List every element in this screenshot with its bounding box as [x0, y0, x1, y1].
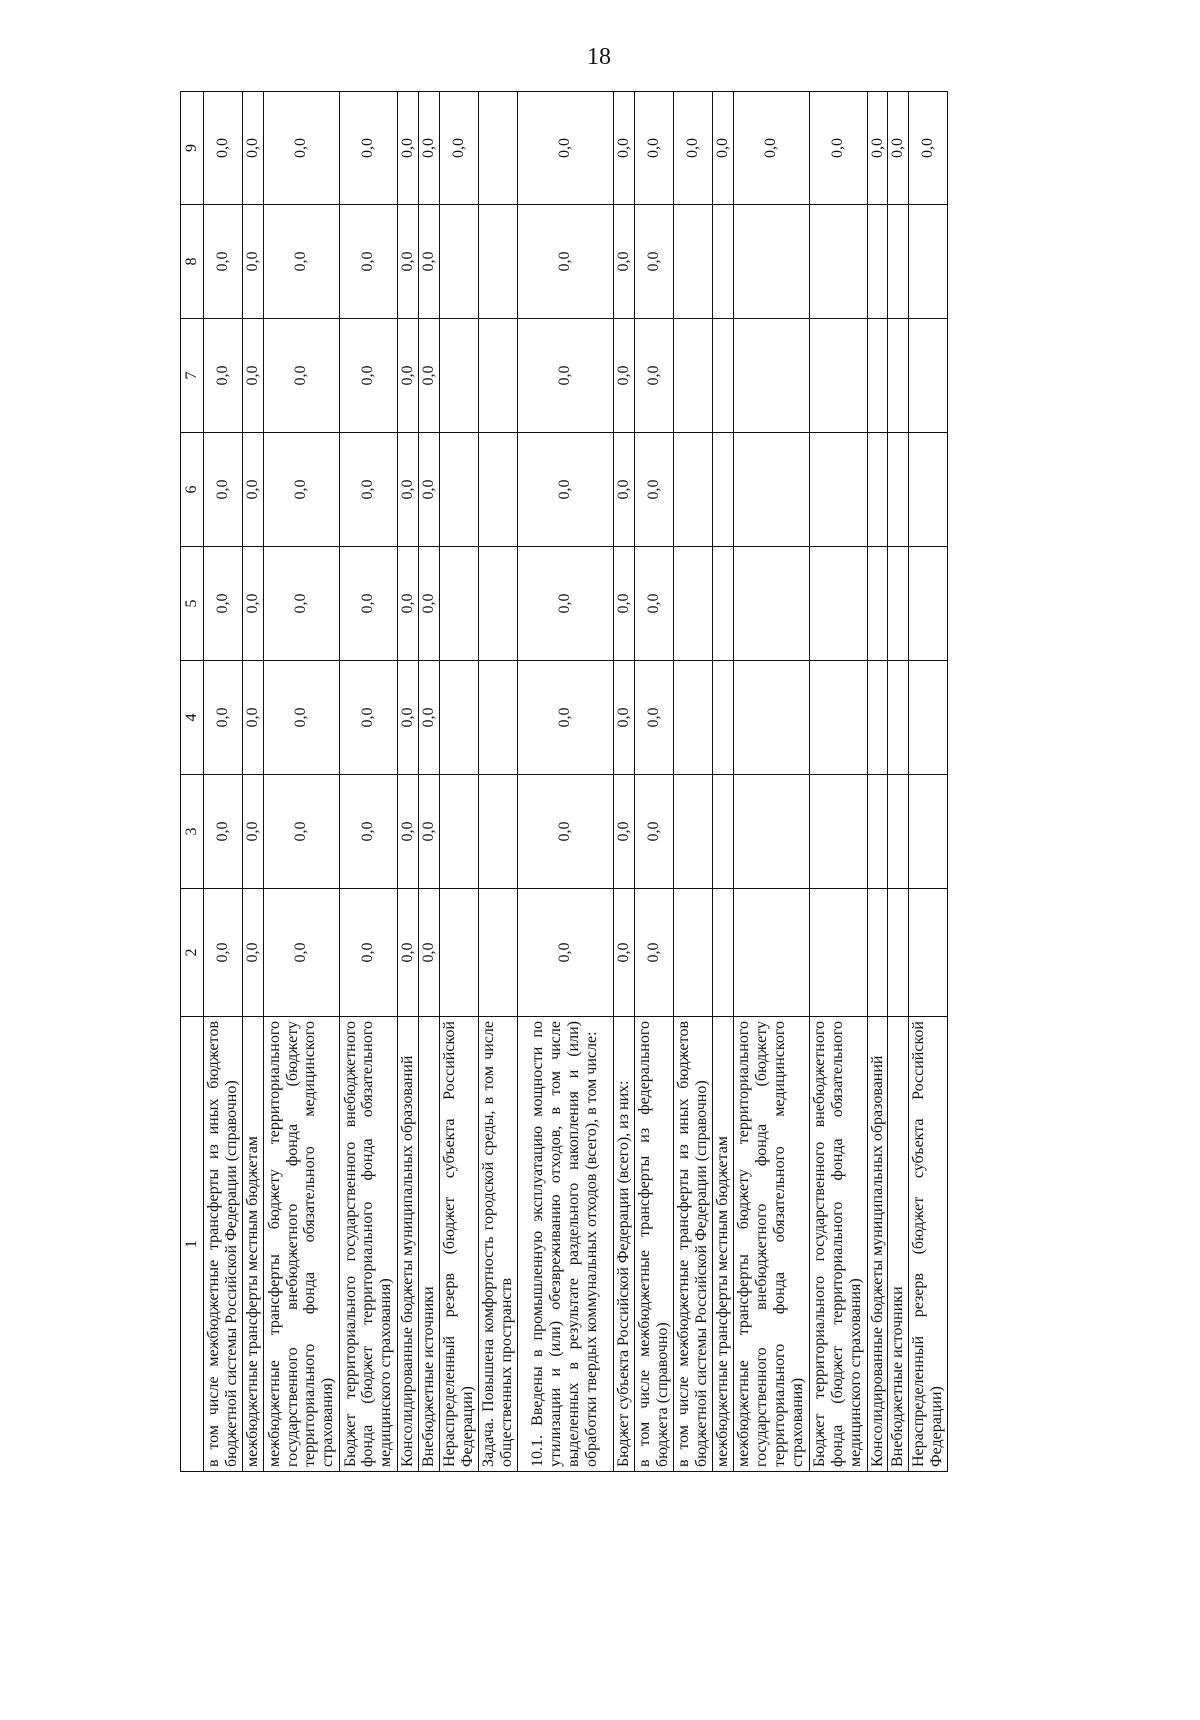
- row-label: Нераспределенный резерв (бюджет субъекта Российской Федерации): [909, 1017, 948, 1472]
- table-row: [712, 92, 733, 1472]
- value-cell: [809, 775, 867, 889]
- value-cell: 0,0: [634, 433, 673, 547]
- value-cell: 0,0: [517, 547, 613, 661]
- value-cell: [867, 433, 888, 547]
- value-cell: [439, 547, 478, 661]
- table-row: [673, 92, 712, 1472]
- value-cell: 0,0: [243, 205, 264, 319]
- value-cell: 0,0: [634, 889, 673, 1017]
- value-cell: 0,0: [243, 92, 264, 205]
- value-cell: [909, 433, 948, 547]
- table-row: [909, 92, 948, 1472]
- value-cell: 0,0: [263, 889, 339, 1017]
- column-number-9: 9: [181, 92, 204, 205]
- table-row: [733, 92, 809, 1472]
- value-cell: 0,0: [263, 433, 339, 547]
- value-cell: [478, 547, 517, 661]
- value-cell: 0,0: [243, 319, 264, 433]
- value-cell: 0,0: [517, 889, 613, 1017]
- table-row: [867, 92, 888, 1472]
- value-cell: 0,0: [397, 433, 418, 547]
- value-cell: [867, 661, 888, 775]
- row-label: Бюджет территориального государственного внебюджетного фонда (бюджет территориального фонда обязательного медицинского страхования): [809, 1017, 867, 1472]
- value-cell: 0,0: [712, 92, 733, 205]
- value-cell: 0,0: [613, 92, 634, 205]
- value-cell: 0,0: [418, 319, 439, 433]
- value-cell: [712, 661, 733, 775]
- value-cell: [673, 775, 712, 889]
- value-cell: 0,0: [418, 775, 439, 889]
- table-row: [204, 92, 243, 1472]
- value-cell: [909, 319, 948, 433]
- value-cell: 0,0: [339, 547, 397, 661]
- value-cell: [439, 319, 478, 433]
- table-row: [397, 92, 418, 1472]
- value-cell: 0,0: [204, 319, 243, 433]
- value-cell: 0,0: [418, 661, 439, 775]
- value-cell: [809, 319, 867, 433]
- table-row: [339, 92, 397, 1472]
- column-number-5: 5: [181, 547, 204, 661]
- value-cell: 0,0: [613, 889, 634, 1017]
- table-row: [418, 92, 439, 1472]
- row-label: межбюджетные трансферты бюджету территориального государственного внебюджетного фонда (бюджету территориального фонда обязательного медицинского страхования): [263, 1017, 339, 1472]
- value-cell: 0,0: [634, 319, 673, 433]
- value-cell: [888, 547, 909, 661]
- value-cell: [867, 547, 888, 661]
- table-row: [243, 92, 264, 1472]
- value-cell: 0,0: [397, 661, 418, 775]
- value-cell: [809, 661, 867, 775]
- value-cell: [478, 319, 517, 433]
- table-row: [517, 92, 613, 1472]
- value-cell: 0,0: [909, 92, 948, 205]
- value-cell: [909, 661, 948, 775]
- value-cell: [909, 547, 948, 661]
- table-header-row: [181, 92, 204, 1472]
- value-cell: [673, 433, 712, 547]
- value-cell: 0,0: [634, 92, 673, 205]
- value-cell: 0,0: [733, 92, 809, 205]
- value-cell: 0,0: [517, 319, 613, 433]
- row-label: Консолидированные бюджеты муниципальных образований: [867, 1017, 888, 1472]
- table-row: [439, 92, 478, 1472]
- value-cell: [867, 205, 888, 319]
- table-row: [809, 92, 867, 1472]
- value-cell: [712, 433, 733, 547]
- value-cell: 0,0: [418, 92, 439, 205]
- value-cell: 0,0: [517, 205, 613, 319]
- value-cell: [733, 775, 809, 889]
- value-cell: 0,0: [397, 92, 418, 205]
- table-row: [263, 92, 339, 1472]
- value-cell: 0,0: [263, 547, 339, 661]
- value-cell: 0,0: [243, 889, 264, 1017]
- row-label: межбюджетные трансферты местным бюджетам: [712, 1017, 733, 1472]
- row-label: 10.1. Введены в промышленную эксплуатацию мощности по утилизации и (или) обезвреживанию отходов, в том числе выделенных в результате раздельного накопления и (или) обработки твердых коммунальных отходов (всего), в том числе:: [517, 1017, 613, 1472]
- value-cell: [909, 775, 948, 889]
- value-cell: [712, 319, 733, 433]
- value-cell: [888, 433, 909, 547]
- row-label: в том числе межбюджетные трансферты из иных бюджетов бюджетной системы Российской Федерации (справочно): [204, 1017, 243, 1472]
- value-cell: [478, 92, 517, 205]
- value-cell: [733, 433, 809, 547]
- value-cell: [867, 775, 888, 889]
- value-cell: 0,0: [243, 547, 264, 661]
- value-cell: 0,0: [634, 775, 673, 889]
- value-cell: 0,0: [867, 92, 888, 205]
- value-cell: 0,0: [339, 661, 397, 775]
- row-label: межбюджетные трансферты бюджету территориального государственного внебюджетного фонда (бюджету территориального фонда обязательного медицинского страхования): [733, 1017, 809, 1472]
- column-number-3: 3: [181, 775, 204, 889]
- value-cell: 0,0: [204, 547, 243, 661]
- value-cell: [439, 889, 478, 1017]
- value-cell: 0,0: [263, 775, 339, 889]
- row-label: в том числе межбюджетные трансферты из иных бюджетов бюджетной системы Российской Федерации (справочно): [673, 1017, 712, 1472]
- value-cell: [439, 775, 478, 889]
- value-cell: 0,0: [613, 775, 634, 889]
- value-cell: 0,0: [517, 433, 613, 547]
- value-cell: 0,0: [613, 205, 634, 319]
- value-cell: 0,0: [263, 661, 339, 775]
- row-label: в том числе межбюджетные трансферты из федерального бюджета (справочно): [634, 1017, 673, 1472]
- value-cell: [909, 889, 948, 1017]
- value-cell: [673, 319, 712, 433]
- value-cell: 0,0: [613, 547, 634, 661]
- value-cell: [733, 205, 809, 319]
- value-cell: [867, 889, 888, 1017]
- column-number-1: 1: [181, 1017, 204, 1472]
- value-cell: 0,0: [397, 205, 418, 319]
- value-cell: 0,0: [243, 775, 264, 889]
- value-cell: 0,0: [397, 547, 418, 661]
- value-cell: [733, 319, 809, 433]
- value-cell: [439, 661, 478, 775]
- value-cell: 0,0: [418, 433, 439, 547]
- budget-table: [180, 91, 948, 1472]
- row-label: Внебюджетные источники: [418, 1017, 439, 1472]
- table-row: [634, 92, 673, 1472]
- value-cell: [673, 661, 712, 775]
- value-cell: 0,0: [418, 889, 439, 1017]
- value-cell: [888, 661, 909, 775]
- column-number-6: 6: [181, 433, 204, 547]
- value-cell: 0,0: [339, 889, 397, 1017]
- value-cell: 0,0: [204, 205, 243, 319]
- value-cell: 0,0: [339, 775, 397, 889]
- value-cell: 0,0: [634, 205, 673, 319]
- row-label: межбюджетные трансферты местным бюджетам: [243, 1017, 264, 1472]
- value-cell: [478, 661, 517, 775]
- value-cell: 0,0: [634, 547, 673, 661]
- budget-table-rotated: [180, 92, 1100, 1472]
- value-cell: 0,0: [418, 547, 439, 661]
- value-cell: 0,0: [888, 92, 909, 205]
- value-cell: [809, 547, 867, 661]
- value-cell: 0,0: [673, 92, 712, 205]
- value-cell: [478, 433, 517, 547]
- column-number-8: 8: [181, 205, 204, 319]
- row-label: Бюджет субъекта Российской Федерации (всего), из них:: [613, 1017, 634, 1472]
- value-cell: 0,0: [517, 775, 613, 889]
- column-number-2: 2: [181, 889, 204, 1017]
- value-cell: 0,0: [613, 319, 634, 433]
- table-row: [478, 92, 517, 1472]
- value-cell: [888, 319, 909, 433]
- value-cell: 0,0: [517, 661, 613, 775]
- value-cell: [439, 205, 478, 319]
- value-cell: [712, 775, 733, 889]
- value-cell: 0,0: [243, 433, 264, 547]
- value-cell: [673, 547, 712, 661]
- value-cell: 0,0: [809, 92, 867, 205]
- value-cell: [712, 205, 733, 319]
- value-cell: 0,0: [339, 319, 397, 433]
- row-label: Нераспределенный резерв (бюджет субъекта Российской Федерации): [439, 1017, 478, 1472]
- value-cell: 0,0: [263, 92, 339, 205]
- value-cell: [478, 205, 517, 319]
- row-label: Внебюджетные источники: [888, 1017, 909, 1472]
- value-cell: 0,0: [204, 889, 243, 1017]
- value-cell: 0,0: [339, 92, 397, 205]
- value-cell: [733, 661, 809, 775]
- value-cell: 0,0: [634, 661, 673, 775]
- value-cell: 0,0: [204, 433, 243, 547]
- value-cell: [888, 205, 909, 319]
- value-cell: [888, 889, 909, 1017]
- value-cell: [809, 205, 867, 319]
- value-cell: [909, 205, 948, 319]
- value-cell: 0,0: [204, 92, 243, 205]
- table-row: [888, 92, 909, 1472]
- value-cell: 0,0: [397, 775, 418, 889]
- value-cell: [867, 319, 888, 433]
- value-cell: 0,0: [613, 661, 634, 775]
- value-cell: [478, 775, 517, 889]
- row-label: Бюджет территориального государственного внебюджетного фонда (бюджет территориального фонда обязательного медицинского страхования): [339, 1017, 397, 1472]
- column-number-4: 4: [181, 661, 204, 775]
- value-cell: 0,0: [397, 889, 418, 1017]
- row-label: Консолидированные бюджеты муниципальных образований: [397, 1017, 418, 1472]
- value-cell: 0,0: [418, 205, 439, 319]
- value-cell: 0,0: [263, 205, 339, 319]
- value-cell: 0,0: [439, 92, 478, 205]
- value-cell: 0,0: [339, 433, 397, 547]
- value-cell: 0,0: [243, 661, 264, 775]
- row-label: Задача. Повышена комфортность городской среды, в том числе общественных пространств: [478, 1017, 517, 1472]
- value-cell: 0,0: [613, 433, 634, 547]
- value-cell: [673, 205, 712, 319]
- value-cell: 0,0: [339, 205, 397, 319]
- value-cell: [809, 433, 867, 547]
- table-row: [613, 92, 634, 1472]
- value-cell: [809, 889, 867, 1017]
- value-cell: 0,0: [204, 661, 243, 775]
- value-cell: [712, 547, 733, 661]
- value-cell: [478, 889, 517, 1017]
- value-cell: 0,0: [397, 319, 418, 433]
- value-cell: [733, 547, 809, 661]
- value-cell: 0,0: [204, 775, 243, 889]
- column-number-7: 7: [181, 319, 204, 433]
- value-cell: 0,0: [263, 319, 339, 433]
- value-cell: 0,0: [517, 92, 613, 205]
- value-cell: [733, 889, 809, 1017]
- value-cell: [439, 433, 478, 547]
- page-number: 18: [587, 44, 611, 70]
- value-cell: [888, 775, 909, 889]
- value-cell: [712, 889, 733, 1017]
- value-cell: [673, 889, 712, 1017]
